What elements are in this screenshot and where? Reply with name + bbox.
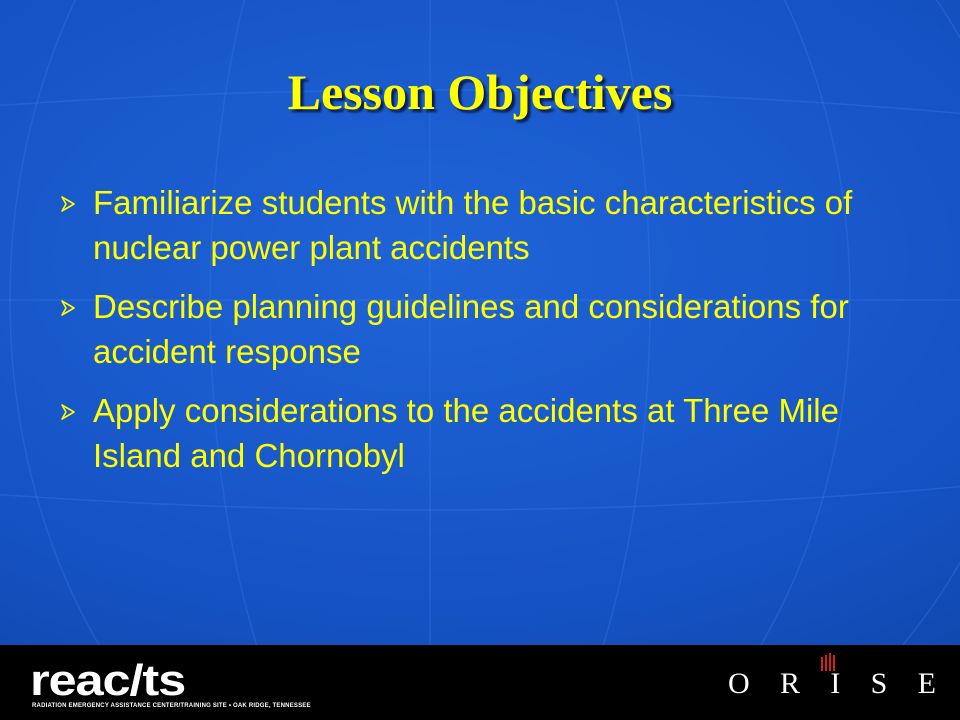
list-item-text: Apply considerations to the accidents at Three Mile Island and Chornobyl — [93, 392, 839, 474]
reacts-logo: reac/ts — [30, 656, 186, 705]
orise-letter: I — [830, 667, 843, 700]
orise-letter: E — [917, 667, 938, 700]
list-item — [60, 284, 890, 374]
slide-title: Lesson Objectives — [287, 64, 673, 120]
objectives-list — [60, 180, 890, 492]
orise-letter: S — [870, 667, 890, 700]
footer-bar — [0, 645, 960, 720]
reacts-logo-subtitle: RADIATION EMERGENCY ASSISTANCE CENTER/TRAINING SITE • OAK RIDGE, TENNESSEE — [32, 703, 311, 709]
list-item-text: Familiarize students with the basic characteristics of nuclear power plant accidents — [93, 184, 853, 266]
orise-letter: O — [728, 667, 752, 700]
list-item — [60, 180, 890, 270]
arrow-bullet-icon — [60, 300, 76, 316]
arrow-bullet-icon — [60, 404, 76, 420]
orise-logo — [728, 667, 938, 701]
arrow-bullet-icon — [60, 196, 76, 212]
orise-letter: R — [779, 667, 802, 700]
list-item — [60, 388, 890, 478]
list-item-text: Describe planning guidelines and considerations for accident response — [93, 288, 849, 370]
